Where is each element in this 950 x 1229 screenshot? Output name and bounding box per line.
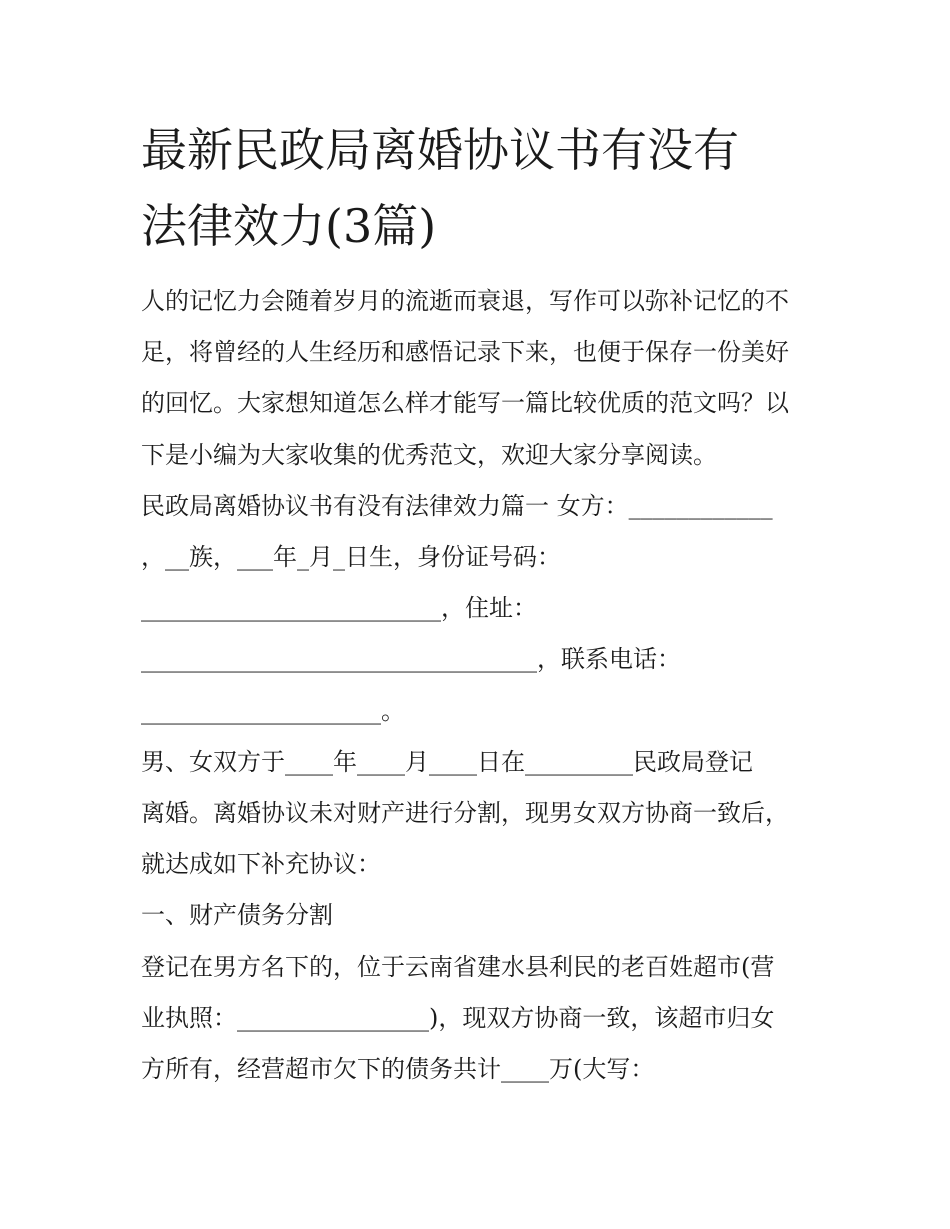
- text-line: _________________________________，联系电话：: [141, 645, 681, 674]
- text-line: 足，将曾经的人生经历和感悟记录下来，也便于保存一份美好: [141, 338, 789, 367]
- text-line: 业执照：________________)，现双方协商一致，该超市归女: [141, 1003, 775, 1032]
- property-paragraph: [141, 942, 821, 1096]
- text-line: 人的记忆力会随着岁月的流逝而衰退，写作可以弥补记忆的不: [141, 287, 789, 315]
- divorce-registration-paragraph: [141, 737, 821, 891]
- text-line: 男、女双方于____年____月____日在_________民政局登记: [141, 747, 753, 776]
- text-line: 民政局离婚协议书有没有法律效力篇一 女方：____________: [141, 491, 773, 520]
- text-line: ____________________。: [141, 696, 405, 725]
- text-line: 离婚。离婚协议未对财产进行分割，现男女双方协商一致后，: [141, 799, 789, 828]
- document-page: [141, 112, 821, 1095]
- text-line: 就达成如下补充协议：: [141, 850, 381, 879]
- party-info-paragraph: [141, 481, 821, 737]
- intro-paragraph: [141, 276, 821, 481]
- section-heading: [141, 890, 821, 941]
- document-title: [141, 112, 821, 264]
- title-line: 最新民政局离婚协议书有没有: [141, 123, 739, 177]
- text-line: ，__族，___年_月_日生，身份证号码：: [141, 543, 561, 572]
- text-line: 方所有，经营超市欠下的债务共计____万(大写：: [141, 1055, 655, 1084]
- text-line: 登记在男方名下的，位于云南省建水县利民的老百姓超市(营: [141, 952, 775, 981]
- text-line: 一、财产债务分割: [141, 901, 333, 930]
- title-line: 法律效力(3篇): [141, 199, 437, 253]
- text-line: 下是小编为大家收集的优秀范文，欢迎大家分享阅读。: [141, 440, 717, 469]
- text-line: _________________________，住址：: [141, 594, 537, 623]
- text-line: 的回忆。大家想知道怎么样才能写一篇比较优质的范文吗？以: [141, 389, 789, 418]
